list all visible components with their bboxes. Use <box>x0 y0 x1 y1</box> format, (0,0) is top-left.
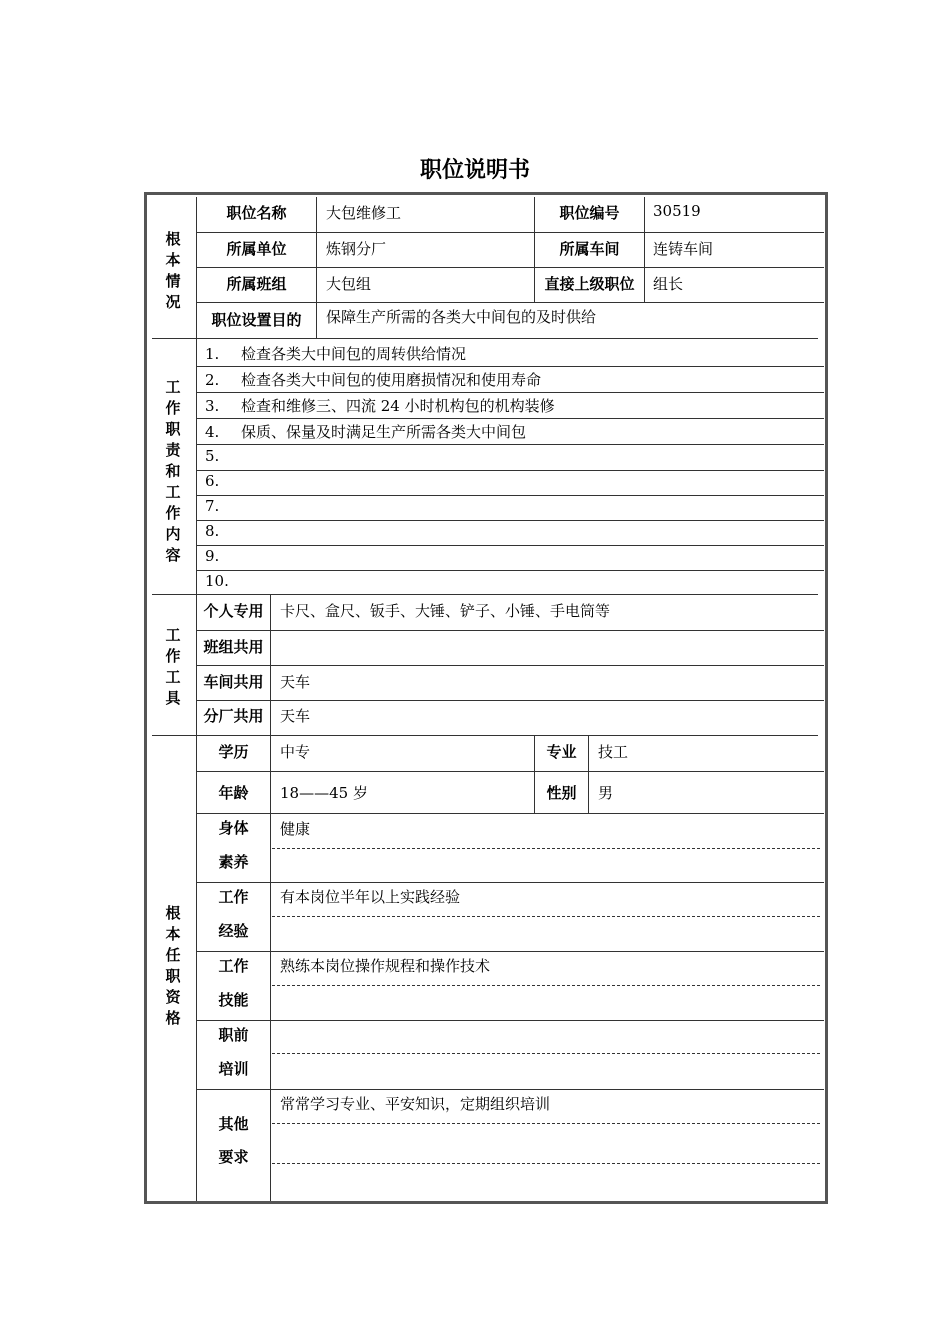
major-value: 技工 <box>598 743 629 761</box>
qualification-label: 技能 <box>218 991 249 1009</box>
page-title: 职位说明书 <box>419 158 530 183</box>
section-label-basic <box>152 229 194 313</box>
duty-text: 检查各类大中间包的周转供给情况 <box>241 345 467 363</box>
tool-value: 天车 <box>280 673 311 691</box>
section-label-text: 工作职责和工作内容 <box>165 378 181 564</box>
duty-number: 5. <box>205 447 220 465</box>
workshop-value: 连铸车间 <box>653 240 714 258</box>
qualification-value: 熟练本岗位操作规程和操作技术 <box>280 957 491 975</box>
grid-line <box>196 630 824 631</box>
duty-text: 检查各类大中间包的使用磨损情况和使用寿命 <box>241 371 542 389</box>
grid-line <box>196 771 824 772</box>
qualification-label: 其他 <box>218 1115 249 1133</box>
duty-number: 7. <box>205 497 220 515</box>
grid-line <box>196 197 197 1201</box>
grid-line <box>316 197 317 338</box>
position-name-label: 职位名称 <box>226 204 287 222</box>
grid-line <box>196 366 824 367</box>
duty-number: 2. <box>205 371 220 389</box>
qualification-label: 身体 <box>218 819 249 837</box>
grid-line <box>196 545 824 546</box>
dashed-divider <box>272 1123 820 1124</box>
duty-number: 8. <box>205 522 220 540</box>
grid-line <box>196 470 824 471</box>
gender-value: 男 <box>598 784 614 802</box>
gender-label: 性别 <box>546 784 577 802</box>
tool-label: 车间共用 <box>203 673 264 691</box>
grid-line <box>196 392 824 393</box>
age-value: 18——45 岁 <box>280 784 368 802</box>
grid-line <box>196 700 824 701</box>
tool-value: 天车 <box>280 707 311 725</box>
team-label: 所属班组 <box>226 275 287 293</box>
grid-line <box>196 882 824 883</box>
qualification-label: 经验 <box>218 922 249 940</box>
grid-line <box>196 302 824 303</box>
position-name-value: 大包维修工 <box>326 204 402 222</box>
tool-label: 个人专用 <box>203 602 264 620</box>
tool-label: 分厂共用 <box>203 707 264 725</box>
section-label-text: 根本 任职资格 <box>165 904 181 1027</box>
grid-line <box>196 570 824 571</box>
qualification-label: 工作 <box>218 957 249 975</box>
grid-line <box>588 735 589 813</box>
superior-value: 组长 <box>653 275 684 293</box>
qualification-label: 培训 <box>218 1060 249 1078</box>
list-item <box>205 369 815 390</box>
duty-number: 10. <box>205 572 229 590</box>
section-label-qualifications <box>152 903 194 1029</box>
grid-line <box>196 951 824 952</box>
tool-value: 卡尺、盒尺、钣手、大锤、铲子、小锤、手电筒等 <box>280 602 611 620</box>
grid-line <box>196 232 824 233</box>
section-label-duties <box>152 377 194 566</box>
education-label: 学历 <box>218 743 249 761</box>
grid-line <box>270 594 271 1201</box>
list-item <box>205 547 815 565</box>
age-label: 年龄 <box>218 784 249 802</box>
grid-line <box>196 665 824 666</box>
qualification-value: 常常学习专业、平安知识，定期组织培训 <box>280 1095 551 1113</box>
workshop-label: 所属车间 <box>559 240 620 258</box>
grid-line <box>196 267 824 268</box>
dashed-divider <box>272 1163 820 1164</box>
section-label-text: 根本情况 <box>165 230 181 311</box>
duty-text: 检查和维修三、四流 24 小时机构包的机构装修 <box>241 397 555 415</box>
dashed-divider <box>272 848 820 849</box>
section-label-tools <box>152 625 194 709</box>
dashed-divider <box>272 916 820 917</box>
dashed-divider <box>272 1053 820 1054</box>
grid-line <box>196 495 824 496</box>
duty-number: 4. <box>205 423 220 441</box>
qualification-label: 素养 <box>218 853 249 871</box>
duty-number: 3. <box>205 397 220 415</box>
team-value: 大包组 <box>326 275 372 293</box>
duty-number: 1. <box>205 345 220 363</box>
grid-line <box>196 1020 824 1021</box>
grid-line <box>152 338 818 339</box>
grid-line <box>196 1089 824 1090</box>
list-item <box>205 497 815 515</box>
dashed-divider <box>272 985 820 986</box>
list-item <box>205 447 815 465</box>
grid-line <box>196 520 824 521</box>
purpose-label: 职位设置目的 <box>211 311 302 329</box>
position-code-label: 职位编号 <box>559 204 620 222</box>
unit-label: 所属单位 <box>226 240 287 258</box>
list-item <box>205 395 815 416</box>
education-value: 中专 <box>280 743 311 761</box>
unit-value: 炼钢分厂 <box>326 240 387 258</box>
list-item <box>205 522 815 540</box>
list-item <box>205 421 815 442</box>
section-label-text: 工作工具 <box>165 626 181 707</box>
qualification-value: 健康 <box>280 820 311 838</box>
list-item <box>205 472 815 490</box>
tool-label: 班组共用 <box>203 638 264 656</box>
list-item <box>205 343 815 364</box>
grid-line <box>196 813 824 814</box>
qualification-label: 工作 <box>218 888 249 906</box>
qualification-label: 要求 <box>218 1148 249 1166</box>
list-item <box>205 572 815 590</box>
qualification-label: 职前 <box>218 1026 249 1044</box>
duty-number: 6. <box>205 472 220 490</box>
purpose-value: 保障生产所需的各类大中间包的及时供给 <box>326 308 597 326</box>
grid-line <box>152 594 818 595</box>
grid-line <box>196 418 824 419</box>
qualification-value: 有本岗位半年以上实践经验 <box>280 888 461 906</box>
superior-label: 直接上级职位 <box>544 275 635 293</box>
position-code-value: 30519 <box>653 202 701 220</box>
grid-line <box>196 444 824 445</box>
grid-line <box>152 735 818 736</box>
duty-number: 9. <box>205 547 220 565</box>
major-label: 专业 <box>546 743 577 761</box>
duty-text: 保质、保量及时满足生产所需各类大中间包 <box>241 423 527 441</box>
